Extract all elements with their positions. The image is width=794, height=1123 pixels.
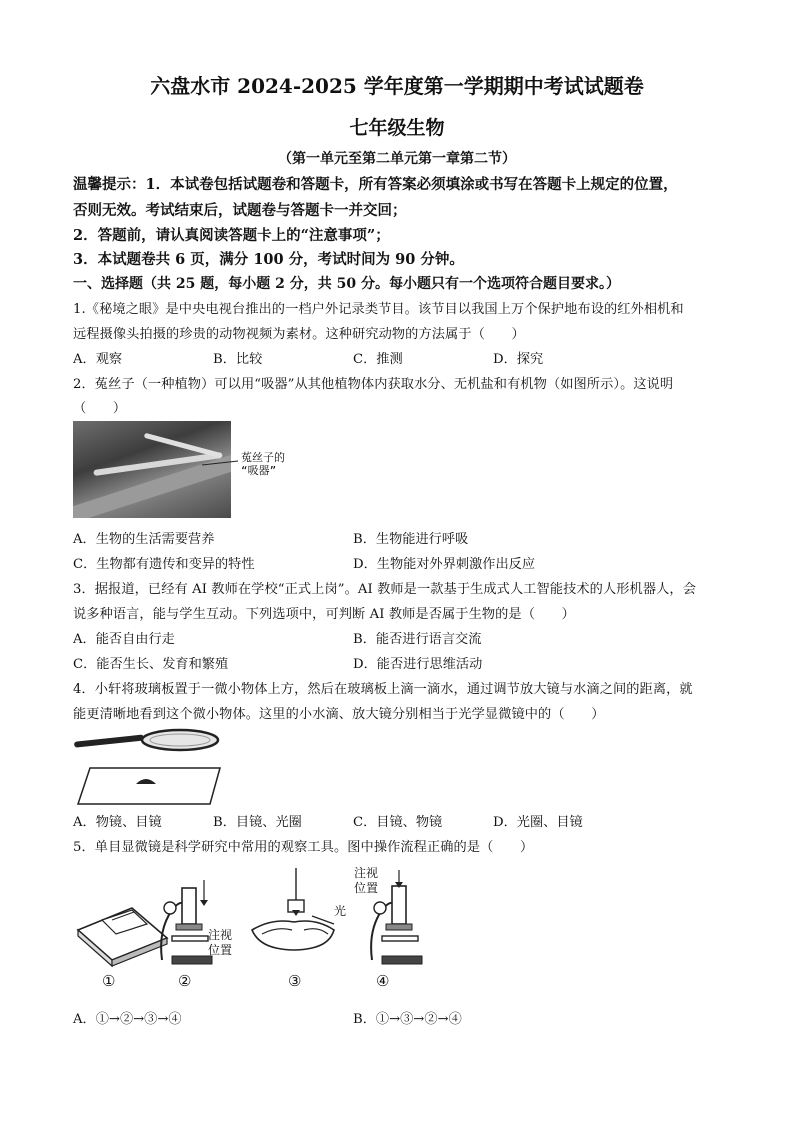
q4-option-b[interactable]: B．目镜、光圈 <box>213 815 302 830</box>
q2-option-b[interactable]: B．生物能进行呼吸 <box>353 532 469 547</box>
microscope-figure-4 <box>371 870 422 964</box>
q5-watch-label-1b: 位置 <box>208 943 233 957</box>
q5-option-a[interactable]: A．①→②→③→④ <box>73 1012 182 1027</box>
q5-watch-label-2b: 位置 <box>354 881 379 895</box>
q2-caption-line-2: “吸器” <box>241 464 277 477</box>
q3-option-d[interactable]: D．能否进行思维活动 <box>353 657 483 672</box>
q5-light-label: 光 <box>334 904 347 918</box>
q1-option-b[interactable]: B．比较 <box>213 352 263 367</box>
q4-option-c[interactable]: C．目镜、物镜 <box>353 815 443 830</box>
q2-option-a[interactable]: A．生物的生活需要营养 <box>73 532 215 547</box>
q2-stem-line-2: （ ） <box>73 401 127 416</box>
q2-stem-line-1: 2．菟丝子（一种植物）可以用“吸器”从其他植物体内获取水分、无机盐和有机物（如图所示）。这说明 <box>73 377 674 392</box>
notice-line-2: 否则无效。考试结束后，试题卷与答题卡一并交回； <box>73 202 407 219</box>
subject-title: 七年级生物 <box>349 117 445 139</box>
q1-option-a[interactable]: A．观察 <box>73 352 123 367</box>
notice-line-1: 温馨提示：1．本试卷包括试题卷和答题卡，所有答案必须填涂或书写在答题卡上规定的位置， <box>73 176 678 193</box>
q5-watch-label-1a: 注视 <box>208 928 233 942</box>
section-heading: 一、选择题（共 25 题，每小题 2 分，共 50 分。每小题只有一个选项符合题目要求。） <box>73 276 620 292</box>
q5-step-number-1: ① <box>102 972 116 990</box>
q5-watch-label-2a: 注视 <box>354 866 379 880</box>
q2-option-c[interactable]: C．生物都有遗传和变异的特性 <box>73 557 255 572</box>
q4-option-d[interactable]: D．光圈、目镜 <box>493 815 583 830</box>
q1-option-d[interactable]: D．探究 <box>493 352 544 367</box>
exam-title: 六盘水市 2024-2025 学年度第一学期期中考试试题卷 <box>150 74 644 98</box>
q3-option-c[interactable]: C．能否生长、发育和繁殖 <box>73 657 229 672</box>
caption-pointer-line <box>200 455 240 475</box>
q5-step-number-2: ② <box>178 972 192 990</box>
microscope-figure-2 <box>161 880 212 964</box>
q1-option-c[interactable]: C．推测 <box>353 352 403 367</box>
q5-option-b[interactable]: B．①→③→②→④ <box>353 1012 462 1027</box>
hands-adjust-figure <box>252 868 334 950</box>
notice-line-4: 3．本试题卷共 6 页，满分 100 分，考试时间为 90 分钟。 <box>73 251 464 268</box>
q3-stem-line-1: 3．据报道，已经有 AI 教师在学校“正式上岗”。AI 教师是一款基于生成式人工智能技术的人形机器人，会 <box>73 582 696 597</box>
q4-option-a[interactable]: A．物镜、目镜 <box>73 815 162 830</box>
microscope-box-figure <box>78 908 167 966</box>
exam-scope: （第一单元至第二单元第一章第二节） <box>278 151 516 167</box>
q1-stem-line-1: 1.《秘境之眼》是中央电视台推出的一档户外记录类节目。该节目以我国上万个保护地布设的红外相机和 <box>73 302 684 317</box>
q3-option-a[interactable]: A．能否自由行走 <box>73 632 175 647</box>
notice-line-3: 2．答题前，请认真阅读答题卡上的“注意事项”； <box>73 227 390 244</box>
q3-option-b[interactable]: B．能否进行语言交流 <box>353 632 482 647</box>
q3-stem-line-2: 说多种语言，能与学生互动。下列选项中，可判断 AI 教师是否属于生物的是（ ） <box>73 607 575 622</box>
q2-caption-line-1: 菟丝子的 <box>241 451 285 464</box>
magnifier-slide-diagram <box>70 726 230 806</box>
q5-step-number-4: ④ <box>376 972 390 990</box>
q2-option-d[interactable]: D．生物能对外界刺激作出反应 <box>353 557 536 572</box>
q1-stem-line-2: 远程摄像头拍摄的珍贵的动物视频为素材。这种研究动物的方法属于（ ） <box>73 327 525 342</box>
q4-stem-line-1: 4．小轩将玻璃板置于一微小物体上方，然后在玻璃板上滴一滴水，通过调节放大镜与水滴之间的距离，就 <box>73 682 693 697</box>
q5-stem: 5．单目显微镜是科学研究中常用的观察工具。图中操作流程正确的是（ ） <box>73 840 534 855</box>
q4-stem-line-2: 能更清晰地看到这个微小物体。这里的小水滴、放大镜分别相当于光学显微镜中的（ ） <box>73 707 605 722</box>
q5-step-number-3: ③ <box>288 972 302 990</box>
